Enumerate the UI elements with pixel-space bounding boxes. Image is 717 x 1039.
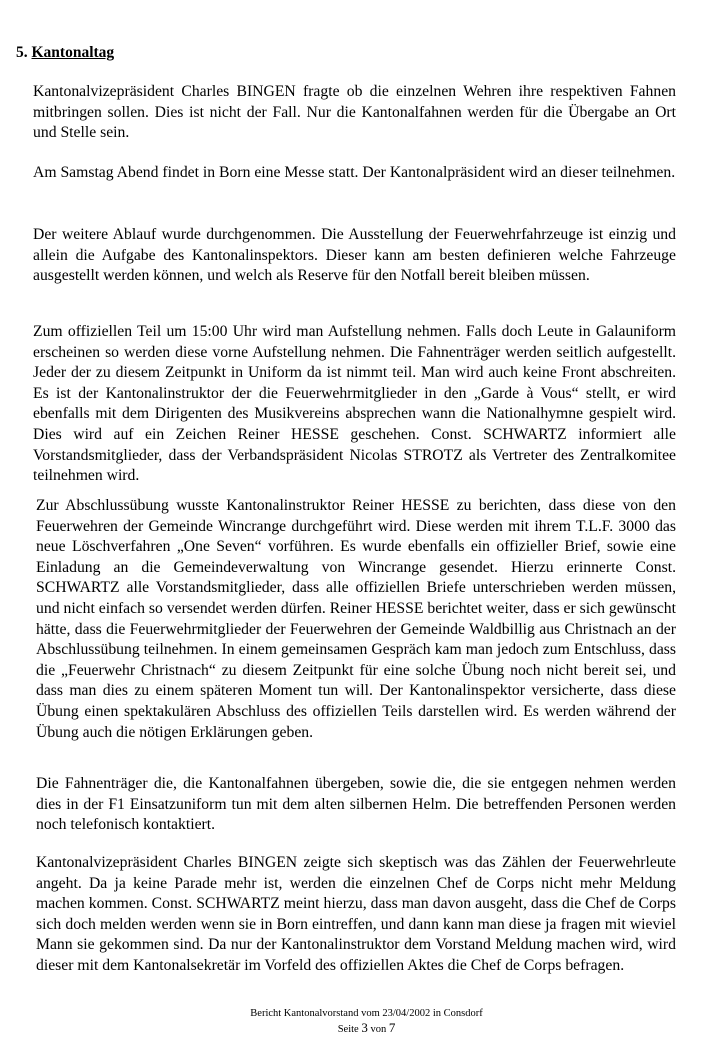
paragraph-offizieller-teil: Zum offiziellen Teil um 15:00 Uhr wird man Aufstellung nehmen. Falls doch Leute in Galauniform erscheinen so werden diese vorne Aufstellung nehmen. Die Fahnenträger werden seitlich aufgestellt. Jeder der zu diesem Zeitpunkt in Uniform da ist nimmt teil. Man wird auch keine Front abschreiten. Es ist der Kantonalinstruktor der die Feuerwehrmitglieder in den „Garde à Vous“ stellt, er wird ebenfalls mit dem Dirigenten des Musikvereins absprechen wann die Nationalhymne gespielt wird. Dies wird auf ein Zeichen Reiner HESSE geschehen. Const. SCHWARTZ informiert alle Vorstandsmitglieder, dass der Verbandspräsident Nicolas STROTZ als Vertreter des Zentralkomitee teilnehmen wird. [33, 323, 676, 485]
paragraph-fahnentraeger: Die Fahnenträger die, die Kantonalfahnen übergeben, sowie die, die sie entgegen nehmen werden dies in der F1 Einsatzuniform tun mit dem alten silbernen Helm. Die betreffenden Personen werden noch telefonisch kontaktiert. [36, 775, 676, 834]
footer-report-line: Bericht Kantonalvorstand vom 23/04/2002 in Consdorf [250, 1008, 483, 1019]
paragraph-messe: Am Samstag Abend findet in Born eine Messe statt. Der Kantonalpräsident wird an dieser teilnehmen. [33, 164, 676, 181]
footer-page-line [8, 1021, 717, 1037]
section-title: Kantonaltag [31, 44, 115, 61]
paragraph-fahnen: Kantonalvizepräsident Charles BINGEN fragte ob die einzelnen Wehren ihre respektiven Fahnen mitbringen sollen. Dies ist nicht der Fall. Nur die Kantonalfahnen werden für die Übergabe an Ort und Stelle sein. [33, 83, 676, 142]
page-prefix: Seite [337, 1024, 359, 1035]
paragraph-abschlussuebung: Zur Abschlussübung wusste Kantonalinstruktor Reiner HESSE zu berichten, dass diese von den Feuerwehren der Gemeinde Wincrange durchgeführt wird. Diese werden mit ihrem T.L.F. 3000 das neue Löschverfahren „One Seven“ vorführen. Es wurde ebenfalls ein offizieller Brief, sowie eine Einladung an die Gemeindeverwaltung von Wincrange gesendet. Hierzu erinnerte Const. SCHWARTZ alle Vorstandsmitglieder, dass alle offiziellen Briefe unterschrieben werden müssen, und nicht einfach so versendet werden dürfen. Reiner HESSE berichtet weiter, dass er sich gewünscht hätte, dass die Feuerwehrmitglieder der Feuerwehren der Gemeinde Waldbillig aus Christnach an der Abschlussübung teilnehmen. In einem gemeinsamen Gespräch kam man jedoch zum Entschluss, dass die „Feuerwehr Christnach“ zu diesem Zeitpunkt für eine solche Übung noch nicht bereit sei, und dass man dies zu einem späteren Moment tun will. Der Kantonalinspektor versicherte, dass diese Übung einen spektakulären Abschluss des offiziellen Teils darstellen wird. Es werden während der Übung auch die nötigen Erklärungen geben. [36, 497, 676, 741]
section-number: 5. [16, 44, 28, 61]
page-of: von [370, 1024, 387, 1035]
paragraph-ablauf: Der weitere Ablauf wurde durchgenommen. Die Ausstellung der Feuerwehrfahrzeuge ist einzig und allein die Aufgabe des Kantonalinspektors. Dieser kann am besten definieren welche Fahrzeuge ausgestellt werden können, und welch als Reserve für den Notfall bereit bleiben müssen. [33, 226, 676, 285]
paragraph-zaehlen: Kantonalvizepräsident Charles BINGEN zeigte sich skeptisch was das Zählen der Feuerwehrleute angeht. Da ja keine Parade mehr ist, werden die einzelnen Chef de Corps nicht mehr Meldung machen kommen. Const. SCHWARTZ meint hierzu, dass man davon ausgeht, dass die Chef de Corps sich doch melden werden wenn sie in Born eintreffen, und dann kann man diese ja fragen mit wieviel Mann sie gekommen sind. Da nur der Kantonalinstruktor dem Vorstand Meldung machen wird, wird dieser mit dem Kantonalsekretär im Vorfeld des offiziellen Aktes die Chef de Corps befragen. [36, 854, 676, 974]
page-total: 7 [388, 1020, 396, 1035]
page-current: 3 [361, 1020, 368, 1035]
section-heading [16, 43, 114, 63]
